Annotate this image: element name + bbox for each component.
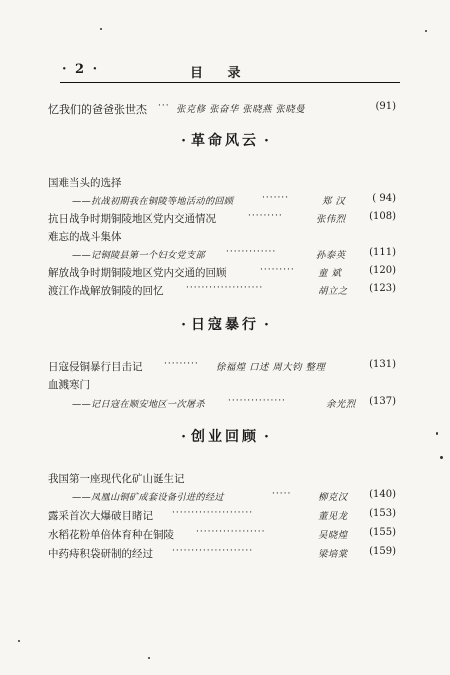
toc-entry-page: (111) xyxy=(369,247,396,258)
toc-leader: ···················· xyxy=(186,283,264,293)
toc-entry xyxy=(0,489,450,505)
toc-entry-title: 露采首次大爆破目睹记 xyxy=(48,510,153,522)
scan-speck xyxy=(425,30,427,32)
scan-speck xyxy=(100,28,102,30)
toc-entry xyxy=(0,283,450,299)
toc-entry-page: (131) xyxy=(369,359,396,370)
toc-leader: ······· xyxy=(262,193,290,203)
section-heading-revolution: · 革命风云 · xyxy=(181,133,269,149)
toc-leader: ········· xyxy=(248,211,283,221)
section-heading-enterprise: · 创业回顾 · xyxy=(181,429,269,445)
toc-entry-title: 国难当头的选择 xyxy=(48,177,122,189)
section-heading-atrocities: · 日寇暴行 · xyxy=(181,317,269,333)
scan-speck xyxy=(148,657,150,659)
toc-leader: ········· xyxy=(164,359,199,369)
toc-entry-authors: 徐福煌 口述 周大钧 整理 xyxy=(216,362,326,373)
scan-speck xyxy=(436,432,438,435)
toc-entry-authors: 张伟烈 xyxy=(316,214,346,225)
toc-entry-page: (120) xyxy=(369,265,396,276)
toc-leader: ··· xyxy=(158,101,170,111)
toc-entry-page: (123) xyxy=(369,283,396,294)
toc-leader: ····················· xyxy=(172,546,254,556)
toc-leader: ············· xyxy=(226,247,277,257)
toc-entry-top xyxy=(0,101,450,117)
toc-entry-title: ——记日寇在顺安地区一次屠杀 xyxy=(72,399,205,410)
toc-entry xyxy=(0,247,450,263)
toc-entry xyxy=(0,229,450,245)
toc-entry-title: 我国第一座现代化矿山诞生记 xyxy=(48,473,185,485)
page-header xyxy=(62,60,397,84)
toc-entry-page: (137) xyxy=(369,396,396,407)
toc-entry-page: (108) xyxy=(369,211,396,222)
toc-entry-title: 抗日战争时期铜陵地区党内交通情况 xyxy=(48,213,216,225)
toc-entry-authors: 董见龙 xyxy=(318,511,348,522)
scan-speck xyxy=(18,640,20,642)
scan-speck xyxy=(440,456,443,459)
toc-entry-authors: 吴晓煌 xyxy=(318,530,348,541)
toc-entry-title: 中药痔积袋研制的经过 xyxy=(48,548,153,560)
toc-entry xyxy=(0,546,450,562)
toc-entry-title: ——记铜陵县第一个妇女党支部 xyxy=(72,250,205,261)
toc-entry xyxy=(0,377,450,393)
toc-entry-title: 水稻花粉单倍体育种在铜陵 xyxy=(48,529,174,541)
toc-leader: ········· xyxy=(260,265,295,275)
toc-entry-title: ——抗战初期我在铜陵等地活动的回顾 xyxy=(72,196,234,207)
section-title: 创业回顾 xyxy=(191,429,259,445)
toc-entry xyxy=(0,359,450,375)
toc-entry-page: (153) xyxy=(369,508,396,519)
toc-entry-authors: 余光烈 xyxy=(326,399,356,410)
toc-entry-title: 渡江作战解放铜陵的回忆 xyxy=(48,285,164,297)
toc-entry-authors: 梁培棠 xyxy=(318,549,348,560)
toc-entry xyxy=(0,471,450,487)
toc-leader: ····················· xyxy=(172,508,254,518)
toc-entry-title: ——凤凰山铜矿成套设备引进的经过 xyxy=(72,492,224,503)
toc-entry-title: 忆我们的爸爸张世杰 xyxy=(48,103,147,116)
toc-entry-page: (155) xyxy=(369,527,396,538)
toc-entry-page: (140) xyxy=(369,489,396,500)
toc-entry-authors: 胡立之 xyxy=(318,286,348,297)
toc-entry-authors: 孙泰英 xyxy=(316,250,346,261)
toc-leader: ····· xyxy=(272,489,292,499)
toc-entry xyxy=(0,527,450,543)
toc-leader: ·················· xyxy=(196,527,266,537)
toc-entry-title: 日寇侵铜暴行目击记 xyxy=(48,361,143,373)
toc-entry xyxy=(0,508,450,524)
toc-leader: ··············· xyxy=(228,396,286,406)
toc-entry-title: 难忘的战斗集体 xyxy=(48,231,122,243)
toc-entry xyxy=(0,211,450,227)
toc-entry-authors: 童 斌 xyxy=(318,268,342,279)
page-number: · 2 · xyxy=(62,62,100,77)
toc-entry xyxy=(0,265,450,281)
section-title: 革命风云 xyxy=(191,133,259,149)
toc-entry-authors: 张克修 张奋华 张晓燕 张晓曼 xyxy=(176,104,305,115)
toc-entry xyxy=(0,193,450,209)
header-rule xyxy=(60,82,400,83)
toc-entry-page: (91) xyxy=(375,101,396,112)
toc-entry xyxy=(0,396,450,412)
toc-entry-authors: 柳克汉 xyxy=(318,492,348,503)
section-title: 日寇暴行 xyxy=(191,317,259,333)
toc-entry-page: ( 94) xyxy=(372,193,396,204)
toc-entry-authors: 郑 汉 xyxy=(322,196,346,207)
toc-entry xyxy=(0,175,450,191)
toc-entry-page: (159) xyxy=(369,546,396,557)
toc-entry-title: 血溅寒门 xyxy=(48,379,90,391)
toc-entry-title: 解放战争时期铜陵地区党内交通的回顾 xyxy=(48,267,227,279)
page-title: 目 录 xyxy=(190,66,251,81)
